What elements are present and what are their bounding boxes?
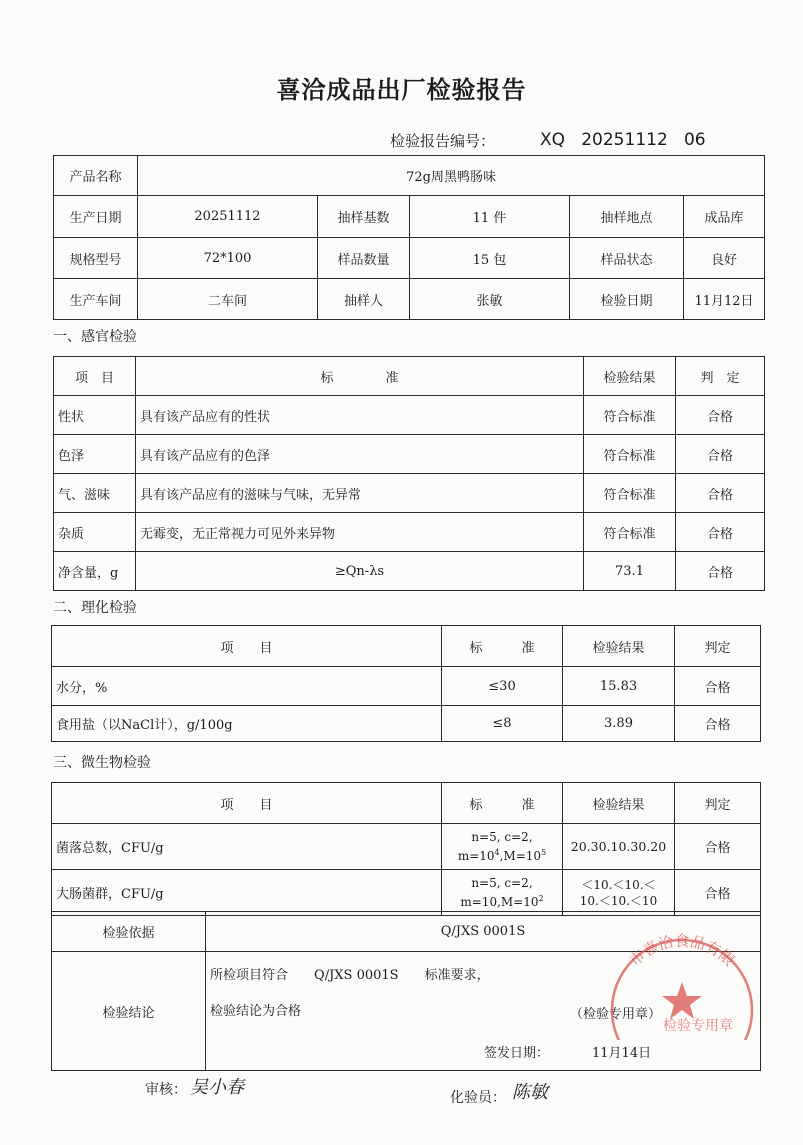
sensory-item: 气、滋味: [54, 474, 136, 513]
physchem-std: ≤8: [442, 706, 563, 742]
issue-date: 11月14日: [592, 1046, 652, 1061]
physchem-item: 水分，%: [52, 667, 442, 706]
sample-place-label: 抽样地点: [570, 196, 684, 238]
micro-std-line1: n=5, c=2,: [471, 876, 533, 890]
sensory-std: 具有该产品应有的性状: [136, 396, 584, 435]
sensory-item: 性状: [54, 396, 136, 435]
spec-label: 规格型号: [54, 238, 138, 279]
stamp-bottom-text: 检验专用章: [663, 1018, 733, 1034]
conclusion-line1: [210, 964, 490, 983]
micro-std-mM: m=10,M=10: [460, 895, 539, 909]
sensory-result: 73.1: [584, 552, 676, 591]
basis-value: Q/JXS 0001S: [206, 912, 761, 952]
conclusion-text-a: 所检项目符合: [210, 968, 289, 983]
micro-std: [442, 870, 563, 916]
reviewer-signature: 吴小春: [190, 1077, 244, 1098]
micro-result-line1: ＜10.＜10.＜: [581, 877, 656, 892]
table-row: [52, 667, 761, 706]
table-row: [52, 870, 761, 916]
inspection-stamp: [598, 930, 758, 1040]
sample-base-label: 抽样基数: [318, 196, 410, 238]
report-number-value: XQ 20251112 06: [540, 130, 706, 150]
sample-qty: 15 包: [410, 238, 570, 279]
star-icon: [662, 982, 702, 1019]
table-row: [54, 552, 765, 591]
physchem-col-item: 项 目: [52, 626, 442, 667]
sensory-item: 色泽: [54, 435, 136, 474]
product-name: 72g周黑鸭肠味: [138, 156, 765, 196]
workshop: 二车间: [138, 279, 318, 320]
sample-state: 良好: [684, 238, 765, 279]
product-name-label: 产品名称: [54, 156, 138, 196]
micro-col-item: 项 目: [52, 783, 442, 824]
sensory-std: 具有该产品应有的色泽: [136, 435, 584, 474]
micro-judge: 合格: [675, 870, 761, 916]
physchem-result: 3.89: [563, 706, 675, 742]
micro-judge: 合格: [675, 824, 761, 870]
sensory-judge: 合格: [676, 552, 765, 591]
sensory-judge: 合格: [676, 513, 765, 552]
sample-base: 11 件: [410, 196, 570, 238]
sensory-result: 符合标准: [584, 396, 676, 435]
table-row: [54, 513, 765, 552]
micro-std-M-exp: 2: [538, 894, 544, 903]
micro-std-M: ,M=10: [499, 849, 542, 863]
micro-std-line2: [446, 845, 558, 864]
conclusion-line2: 检验结论为合格: [210, 1004, 302, 1019]
micro-result-line2: 10.＜10.＜10: [579, 893, 658, 908]
micro-col-std: 标 准: [442, 783, 563, 824]
micro-std-line2: [446, 891, 558, 910]
sensory-item: 净含量，g: [54, 552, 136, 591]
micro-result: [563, 870, 675, 916]
chemist-label: 化验员：: [450, 1090, 506, 1106]
report-title: 喜洽成品出厂检验报告: [276, 76, 527, 104]
sensory-col-std: 标 准: [136, 357, 584, 396]
chemist-signature: 陈敏: [512, 1082, 548, 1103]
conclusion-std-code: Q/JXS 0001S: [314, 968, 399, 983]
basis-label: 检验依据: [52, 912, 206, 952]
micro-std-line1: n=5, c=2,: [471, 830, 533, 844]
table-row: [52, 706, 761, 742]
micro-item: 菌落总数，CFU/g: [52, 824, 442, 870]
sample-place: 成品库: [684, 196, 765, 238]
table-row: [52, 824, 761, 870]
sensory-std: ≥Qn-λs: [136, 552, 584, 591]
prod-date: 20251112: [138, 196, 318, 238]
physchem-judge: 合格: [675, 706, 761, 742]
sensory-judge: 合格: [676, 396, 765, 435]
sensory-result: 符合标准: [584, 474, 676, 513]
physchem-col-std: 标 准: [442, 626, 563, 667]
product-info-table: [53, 155, 765, 320]
sample-qty-label: 样品数量: [318, 238, 410, 279]
micro-item: 大肠菌群，CFU/g: [52, 870, 442, 916]
physchem-table: [51, 625, 761, 742]
sensory-std: 无霉变，无正常视力可见外来异物: [136, 513, 584, 552]
micro-std-M-exp: 5: [541, 848, 547, 857]
stamp-top-text: 市喜洽食品有限: [625, 932, 739, 970]
report-number-label: 检验报告编号：: [390, 132, 496, 150]
physchem-col-result: 检验结果: [563, 626, 675, 667]
issue-date-label: 签发日期：: [484, 1046, 550, 1061]
sensory-col-result: 检验结果: [584, 357, 676, 396]
stamp-note: （检验专用章）: [570, 1007, 662, 1022]
micro-table: [51, 782, 761, 916]
spec: 72*100: [138, 238, 318, 279]
reviewer-label: 审核：: [145, 1082, 187, 1098]
sensory-col-item: 项 目: [54, 357, 136, 396]
micro-std: [442, 824, 563, 870]
sensory-std: 具有该产品应有的滋味与气味，无异常: [136, 474, 584, 513]
prod-date-label: 生产日期: [54, 196, 138, 238]
sensory-table: [53, 356, 765, 591]
physchem-judge: 合格: [675, 667, 761, 706]
conclusion-text-c: 标准要求，: [424, 968, 490, 983]
micro-col-judge: 判定: [675, 783, 761, 824]
table-row: [54, 396, 765, 435]
physchem-item: 食用盐（以NaCl计），g/100g: [52, 706, 442, 742]
sampler: 张敏: [410, 279, 570, 320]
table-row: [54, 474, 765, 513]
inspect-date-label: 检验日期: [570, 279, 684, 320]
sample-state-label: 样品状态: [570, 238, 684, 279]
micro-result: 20.30.10.30.20: [563, 824, 675, 870]
physchem-heading: 二、理化检验: [53, 600, 137, 616]
micro-heading: 三、微生物检验: [53, 755, 151, 771]
micro-col-result: 检验结果: [563, 783, 675, 824]
table-row: [54, 435, 765, 474]
physchem-std: ≤30: [442, 667, 563, 706]
sensory-judge: 合格: [676, 435, 765, 474]
sensory-col-judge: 判 定: [676, 357, 765, 396]
conclusion-label: 检验结论: [52, 952, 206, 1071]
micro-std-m-exp: 4: [494, 848, 500, 857]
sensory-result: 符合标准: [584, 435, 676, 474]
sensory-item: 杂质: [54, 513, 136, 552]
physchem-result: 15.83: [563, 667, 675, 706]
physchem-col-judge: 判定: [675, 626, 761, 667]
inspect-date: 11月12日: [684, 279, 765, 320]
sampler-label: 抽样人: [318, 279, 410, 320]
sensory-heading: 一、感官检验: [53, 329, 137, 345]
sensory-judge: 合格: [676, 474, 765, 513]
workshop-label: 生产车间: [54, 279, 138, 320]
sensory-result: 符合标准: [584, 513, 676, 552]
micro-std-m: m=10: [457, 849, 495, 863]
